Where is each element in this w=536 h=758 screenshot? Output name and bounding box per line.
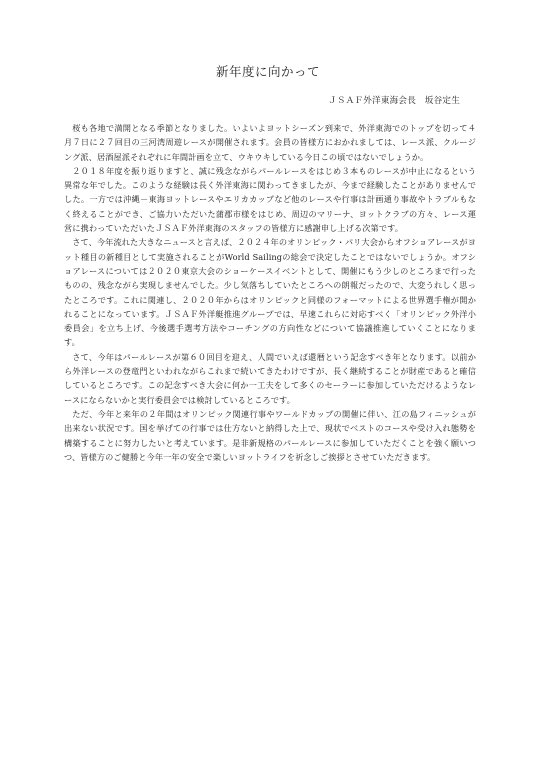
paragraph: さて、今年流れた大きなニュースと言えば、２０２４年のオリンピック・パリ大会からオフショアレースがヨット種目の新種目として実施されることがWorld Sailingの総会で決定したことではないでしょうか。オフショアレースについては２０２０東京大会のショーケースイベントとして、開催にもう少しのところまで行ったものの、残念ながら実現しませんでした。少し気落ちしていたところへの朗報だったので、大変うれしく思ったところです。これに関連し、２０２０年からはオリンピックと同様のフォーマットによる世界選手権が開かれることになっています。ＪＳＡＦ外洋艇推進グループでは、早速これらに対応すべく「オリンピック外洋小委員会」を立ち上げ、今後選手選考方法やコーチングの方向性などについて協議推進していくことになります。: [64, 237, 476, 348]
paragraph: ただ、今年と来年の２年間はオリンピック関連行事やワールドカップの開催に伴い、江の島フィニッシュが出来ない状況です。国を挙げての行事では仕方ないと納得した上で、現状でベストのコースや受け入れ態勢を構築することに努力したいと考えています。是非新規格のパールレースに参加していただくことを強く願いつつ、皆様方のご健勝と今年一年の安全で楽しいヨットライフを祈念しご挨拶とさせていただきます。: [64, 408, 476, 462]
paragraph: ２０１８年度を振り返りますと、誠に残念ながらパールレースをはじめ３本ものレースが中止になるという異常な年でした。このような経験は長く外洋東海に関わってきましたが、今まで経験したことがありませんでした。一方では沖縄－東海ヨットレースやエリカカップなど他のレースや行事は計画通り事故やトラブルもなく終えることができ、ご協力いただいた蒲郡市様をはじめ、周辺のマリーナ、ヨットクラブの方々、レース運営に携わっていただいたＪＳＡＦ外洋東海のスタッフの皆様方に感謝申し上げる次第です。: [64, 165, 476, 234]
document-body: [64, 121, 476, 464]
document-title: 新年度に向かって: [215, 64, 320, 79]
author-line: ＪＳＡＦ外洋東海会長 坂谷定生: [328, 96, 460, 106]
paragraph: 桜も各地で満開となる季節となりました。いよいよヨットシーズン到来で、外洋東海でのトップを切って４月７日に２７回目の三河湾周遊レースが開催されます。会員の皆様方におかれましては、レース派、クルージング派、居酒屋派それぞれに年間計画を立て、ウキウキしている今日この頃ではないでしょうか。: [64, 123, 476, 162]
paragraph: さて、今年はパールレースが第６０回目を迎え、人間でいえば還暦という記念すべき年となります。以前から外洋レースの登竜門といわれながらこれまで続いてきたわけですが、長く継続することが財産であると確信しているところです。この記念すべき大会に何か一工夫をして多くのセーラーに参加していただけるようなレースにならないかと実行委員会では検討しているところです。: [64, 351, 476, 405]
